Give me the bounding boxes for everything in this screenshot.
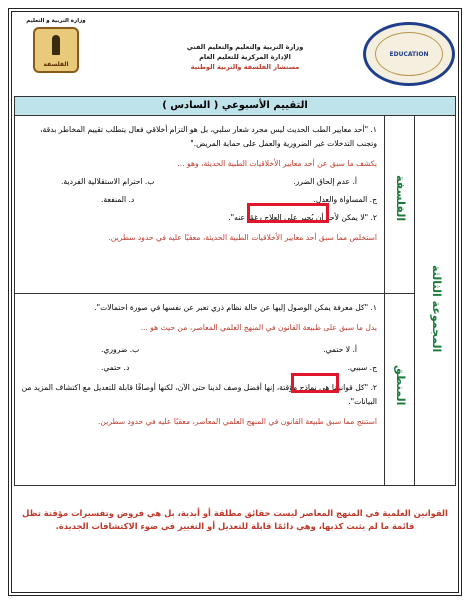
summary-note: القوانين العلمية في المنهج المعاصر ليست حقائق مطلقة أو أبدية، بل هي فروض وتفسيرات مؤقتة تظل قائمة ما لم يثبت كذبها، وهي دائمًا قابلة للتعديل أو التغيير في ضوء الاكتشافات الجديدة. <box>22 508 448 531</box>
ministry-seal-icon <box>363 22 455 86</box>
section-label-philosophy: الفلسفة <box>394 175 407 222</box>
header-line3: مستشار الفلسفة والتربية الوطنية <box>190 63 300 71</box>
question-prompt: استخلص مما سبق أحد معايير الأخلاقيات الطبية الحديثة، معقبًا عليه في حدود سطرين. <box>108 233 377 242</box>
question-prompt: استنتج مما سبق طبيعة القانون في المنهج العلمي المعاصر، معقبًا عليه في حدود سطرين. <box>98 417 377 426</box>
header-line1: وزارة التربية والتعليم والتعليم الفني <box>186 43 304 51</box>
subject-column <box>384 115 415 485</box>
logo-label: الفلسفة <box>43 61 69 68</box>
ministry-logo <box>18 18 94 90</box>
option-c: ج. المساواة والعدل. <box>313 195 377 204</box>
option-c: ج. سببي. <box>347 363 377 372</box>
logic-section <box>15 301 383 429</box>
answer-highlight <box>247 203 329 223</box>
question-prompt: يكشف ما سبق عن أحد معايير الأخلاقيات الطبية الحديثة، وهو ... <box>177 159 377 168</box>
assessment-table <box>14 96 456 486</box>
header-text <box>180 42 310 72</box>
option-a: أ. عدم إلحاق الضرر. <box>293 177 357 186</box>
option-d: د. حتمي. <box>101 363 130 372</box>
option-b: ب. ضروري. <box>101 345 140 354</box>
question-text: ٢. "لا يمكن لأحد أن يُجبر على العلاج رغمًا عنه". <box>228 213 377 222</box>
option-b: ب. احترام الاستقلالية الفردية. <box>61 177 155 186</box>
ministry-caption: وزارة التربية و التعليم <box>26 18 86 24</box>
seal-text: EDUCATION <box>375 32 443 76</box>
question-prompt: يدل ما سبق على طبيعة القانون في المنهج العلمي المعاصر، من حيث هو ... <box>140 323 377 332</box>
philosophy-section <box>15 123 383 245</box>
header-line2: الإدارة المركزية للتعليم العام <box>199 53 291 61</box>
question-text: ١. "كل معرفة يمكن الوصول إليها عن حالة نظام ذري تعبر عن نفسها في صورة احتمالات". <box>94 303 377 312</box>
question-text: ١. "أحد معايير الطب الحديث ليس مجرد شعار سلبي، بل هو التزام أخلاقي فعال يتطلب تقييم المخاطر بدقة، وتجنب التدخلات غير الضرورية والعمل على حماية المريض." <box>40 125 377 148</box>
group-column <box>414 115 455 485</box>
option-d: د. المنفعة. <box>101 195 135 204</box>
group-label: المجموعة الثالثة <box>430 265 443 353</box>
question-text: ٢. "كل قوانيننا هي نماذج مؤقتة، إنها أفضل وصف لدينا حتى الآن، لكنها أوصافًا قابلة للتعديل مع اكتشاف المزيد من البيانات". <box>21 383 377 406</box>
option-a: أ. لا حتمي. <box>323 345 357 354</box>
section-label-logic: المنطق <box>394 365 407 406</box>
row-divider <box>15 293 385 294</box>
lamp-icon <box>33 27 79 73</box>
row-divider <box>385 293 415 294</box>
page-title: التقييم الأسبوعي ( السادس ) <box>15 97 455 116</box>
answer-highlight <box>291 373 339 393</box>
